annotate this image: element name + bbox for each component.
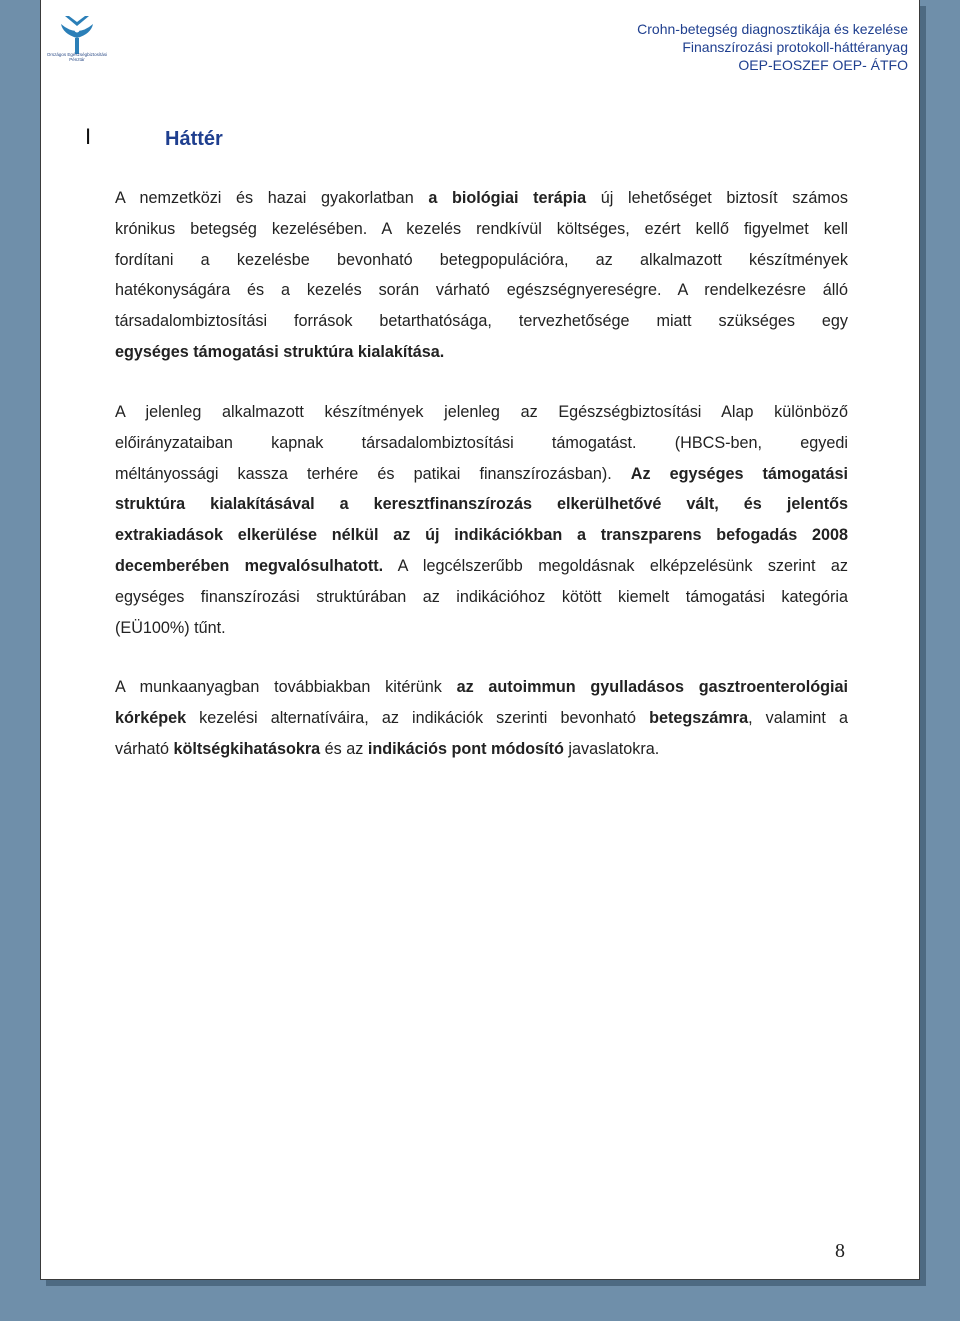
document-page (40, 0, 920, 1280)
text-line (115, 245, 848, 276)
text-run: hatékonyságára és a kezelés során várható egészségnyereségre. A rendelkezésre álló (115, 281, 848, 300)
text-line (115, 520, 848, 551)
text-run: A nemzetközi és hazai gyakorlatban (115, 189, 429, 207)
text-line (115, 459, 848, 490)
header-line-subtitle: Finanszírozási protokoll-háttéranyag (682, 39, 908, 55)
logo-caption-line1: Országos Egészségbiztosítási (46, 52, 108, 57)
text-line (115, 397, 848, 428)
page-shadow-right (920, 6, 926, 1286)
text-run: várható (115, 739, 174, 758)
text-line (115, 306, 848, 337)
header-line-org: OEP-EOSZEF OEP- ÁTFO (738, 57, 908, 73)
text-line (115, 214, 848, 245)
bold-text-run: indikációs pont módosító (367, 739, 564, 758)
text-line (115, 672, 848, 703)
text-run: kezelési alternatíváira, az indikációk szerinti bevonható (186, 708, 650, 727)
text-run: és az (320, 739, 368, 758)
page-shadow-bottom (46, 1280, 926, 1286)
text-run: A legcélszerűbb megoldásnak elképzelésünk szerint az (383, 556, 848, 575)
text-line (115, 489, 848, 520)
text-line (115, 613, 848, 644)
bold-text-run: az autoimmun gyulladásos gasztroenterológiai (456, 678, 849, 696)
chapter-number: I (85, 124, 92, 149)
text-line (115, 551, 848, 582)
bold-text-run: a biológiai terápia (428, 189, 587, 207)
paragraph-1 (115, 183, 848, 368)
text-line (115, 734, 848, 765)
chapter-title: Háttér (165, 128, 223, 150)
paragraph-3 (115, 672, 848, 764)
document-header (637, 20, 908, 74)
text-line (115, 337, 848, 368)
bold-text-run: struktúra kialakításával a keresztfinanszírozás elkerülhetővé vált, és jelentős (115, 495, 848, 514)
bold-text-run: extrakiadások elkerülése nélkül az új indikációkban a transzparens befogadás 2008 (115, 526, 848, 545)
logo-caption (41, 52, 113, 62)
header-line-title: Crohn-betegség diagnosztikája és kezelése (637, 21, 908, 37)
bold-text-run: decemberében megvalósulhatott. (115, 556, 384, 575)
text-line (115, 703, 848, 734)
paragraph-2 (115, 397, 848, 643)
text-run: társadalombiztosítási források betarthatósága, tervezhetősége miatt szükséges egy (115, 312, 848, 331)
text-run: A munkaanyagban továbbiakban kitérünk (115, 678, 457, 696)
text-line (115, 582, 848, 613)
logo-caption-line2: Pénztár (69, 57, 85, 62)
text-run: javaslatokra. (563, 739, 660, 758)
bold-text-run: egységes támogatási struktúra kialakítása. (115, 342, 445, 361)
text-line (115, 428, 848, 459)
text-run: krónikus betegség kezelésében. A kezelés rendkívül költséges, ezért kellő figyelmet kell (115, 219, 848, 238)
text-run: egységes finanszírozási struktúrában az indikációhoz kötött kiemelt támogatási kategória (115, 587, 848, 606)
text-run: (EÜ100%) tűnt. (115, 618, 226, 637)
text-run: fordítani a kezelésbe bevonható betegpopulációra, az alkalmazott készítmények (115, 250, 848, 269)
text-run: , valamint a (748, 708, 848, 727)
page-number: 8 (835, 1240, 845, 1262)
text-run: A jelenleg alkalmazott készítmények jelenleg az Egészségbiztosítási Alap különböző (115, 403, 848, 421)
bold-text-run: Az egységes támogatási (630, 464, 848, 483)
text-line (115, 275, 848, 306)
bold-text-run: betegszámra (649, 708, 749, 727)
text-line (115, 183, 848, 214)
text-run: méltányossági kassza terhére és patikai finanszírozásban). (115, 464, 631, 483)
bold-text-run: kórképek (115, 708, 187, 727)
text-run: új lehetőséget biztosít számos (586, 189, 848, 207)
text-run: előirányzataiban kapnak társadalombiztosítási támogatást. (HBCS-ben, egyedi (115, 433, 848, 452)
bold-text-run: költségkihatásokra (173, 739, 321, 758)
